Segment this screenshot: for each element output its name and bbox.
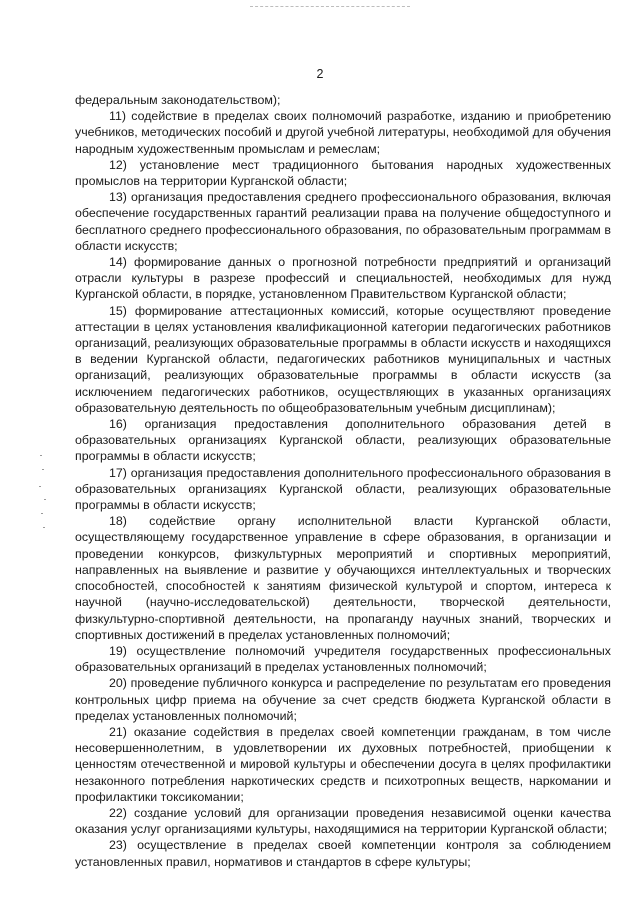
paragraph-item-15: 15) формирование аттестационных комиссий, которые осуществляют проведение аттестации в целях установления квалификационной категории педагогических работников организаций, реализующих образовательные программы в области искусств и находящихся в ведении Курганской области, педагогических работников муниципальных и частных организаций, реализующих образовательные программы в области искусств (за исключением педагогических работников, осуществляющих в указанных организациях образовательную деятельность по общеобразовательным учебным дисциплинам);	[75, 303, 611, 415]
paragraph-item-17: 17) организация предоставления дополнительного профессионального образования в образовательных организациях Курганской области, реализующих образовательные программы в области искусств;	[75, 465, 611, 513]
paragraph-item-22: 22) создание условий для организации проведения независимой оценки качества оказания услуг организациями культуры, находящимися на территории Курганской области;	[75, 805, 611, 837]
paragraph-item-23: 23) осуществление в пределах своей компетенции контроля за соблюдением установленных правил, нормативов и стандартов в сфере культуры;	[75, 838, 611, 869]
scan-margin-marks	[38, 455, 50, 535]
paragraph-item-20: 20) проведение публичного конкурса и распределение по результатам его проведения контрольных цифр приема на обучение за счет средств бюджета Курганской области в пределах установленных полномочий;	[75, 676, 611, 723]
scan-top-edge	[250, 6, 410, 7]
paragraph-item-12: 12) установление мест традиционного бытования народных художественных промыслов на территории Курганской области;	[75, 157, 611, 189]
paragraph-item-11: 11) содействие в пределах своих полномочий разработке, изданию и приобретению учебников, методических пособий и другой учебной литературы, необходимой для обучения народным художественным промыслам и ремеслам;	[75, 109, 611, 156]
paragraph-item-16: 16) организация предоставления дополнительного образования детей в образовательных организациях Курганской области, реализующих образовательные программы в области искусств;	[75, 417, 611, 464]
paragraph-item-21: 21) оказание содействия в пределах своей компетенции гражданам, в том числе несовершеннолетним, в удовлетворении их духовных потребностей, приобщении к ценностям отечественной и мировой культуры и обеспечении досуга в целях профилактики незаконного потребления наркотических средств и психотропных веществ, наркомании и профилактики токсикомании;	[75, 724, 611, 804]
paragraph-item-14: 14) формирование данных о прогнозной потребности предприятий и организаций отрасли культуры в разрезе профессий и специальностей, необходимых для нужд Курганской области, в порядке, установленном Правительством Курганской области;	[75, 255, 611, 302]
paragraph-continuation: федеральным законодательством);	[75, 93, 281, 107]
document-body	[75, 92, 611, 870]
page-number: 2	[316, 67, 324, 81]
paragraph-item-18: 18) содействие органу исполнительной власти Курганской области, осуществляющему государственное управление в сфере образования, в организации и проведении конкурсов, физкультурных мероприятий и спортивных мероприятий, направленных на выявление и развитие у обучающихся интеллектуальных и творческих способностей, способностей к занятиям физической культурой и спортом, интереса к научной (научно-исследовательской) деятельности, творческой деятельности, физкультурно-спортивной деятельности, на пропаганду научных знаний, творческих и спортивных достижений в пределах установленных полномочий;	[75, 514, 611, 642]
paragraph-item-19: 19) осуществление полномочий учредителя государственных профессиональных образовательных организаций в пределах установленных полномочий;	[75, 643, 611, 675]
paragraph-item-13: 13) организация предоставления среднего профессионального образования, включая обеспечение государственных гарантий реализации права на получение общедоступного и бесплатного среднего профессионального образования, по образовательным программам в области искусств;	[75, 190, 611, 253]
